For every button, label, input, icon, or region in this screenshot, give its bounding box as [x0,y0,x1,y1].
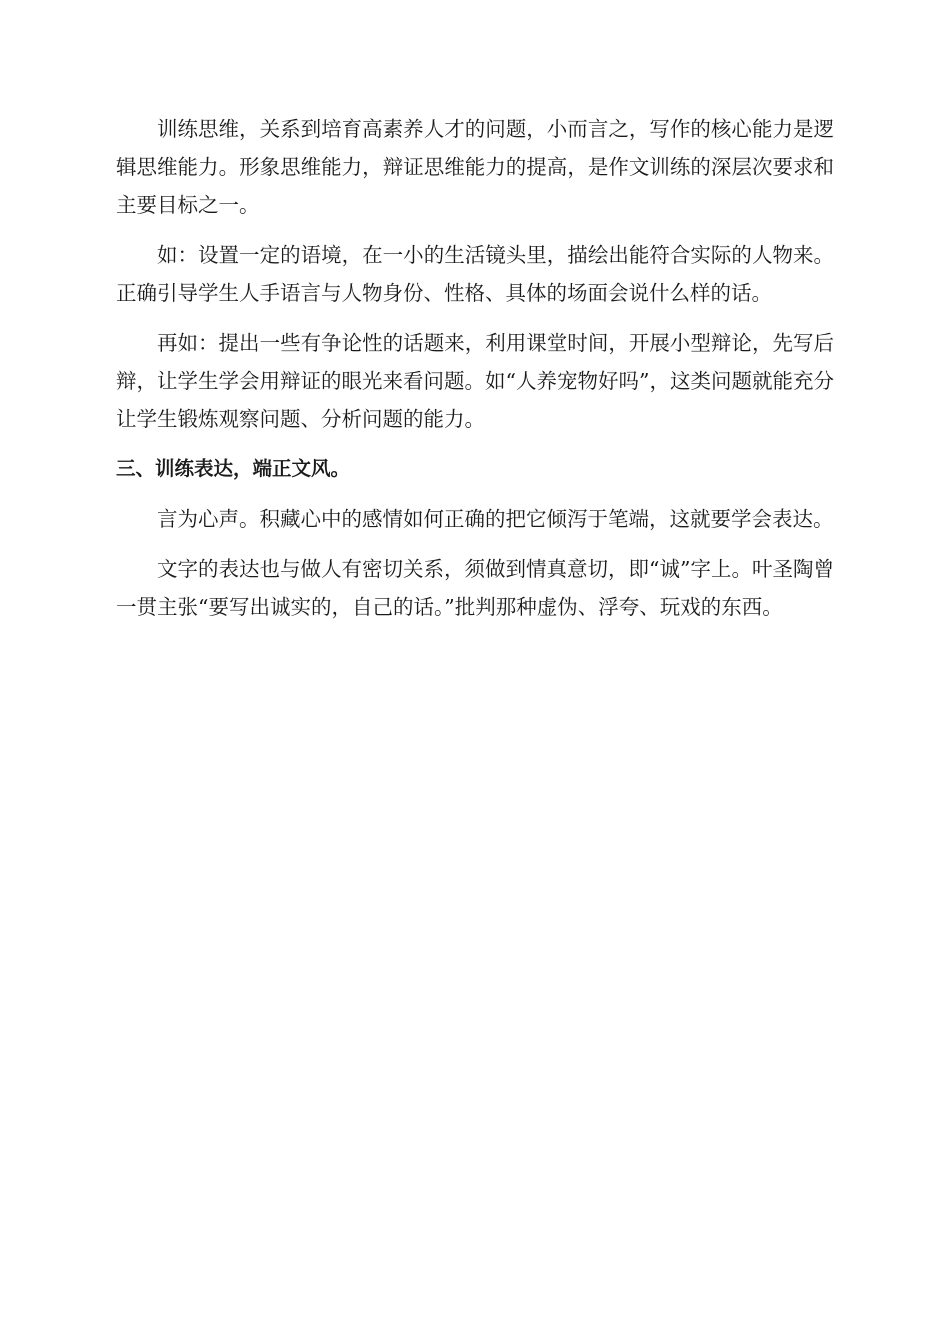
paragraph-example-debate: 再如：提出一些有争论性的话题来，利用课堂时间，开展小型辩论，先写后辩，让学生学会用辩证的眼光来看问题。如“人养宠物好吗”，这类问题就能充分让学生锻炼观察问题、分析问题的能力。 [116,331,834,431]
document-body [116,110,834,638]
paragraph-expression: 言为心声。积藏心中的感情如何正确的把它倾泻于笔端，这就要学会表达。 [157,507,834,531]
paragraph-thinking-training: 训练思维，关系到培育高素养人才的问题，小而言之，写作的核心能力是逻辑思维能力。形象思维能力，辩证思维能力的提高，是作文训练的深层次要求和主要目标之一。 [116,117,834,217]
paragraph-sincerity: 文字的表达也与做人有密切关系，须做到情真意切，即“诚”字上。叶圣陶曾一贯主张“要写出诚实的，自己的话。”批判那种虚伪、浮夸、玩戏的东西。 [116,557,834,619]
section-heading: 三、训练表达，端正文风。 [116,457,351,480]
paragraph-example-context: 如：设置一定的语境，在一小的生活镜头里，描绘出能符合实际的人物来。正确引导学生人手语言与人物身份、性格、具体的场面会说什么样的话。 [116,243,834,305]
